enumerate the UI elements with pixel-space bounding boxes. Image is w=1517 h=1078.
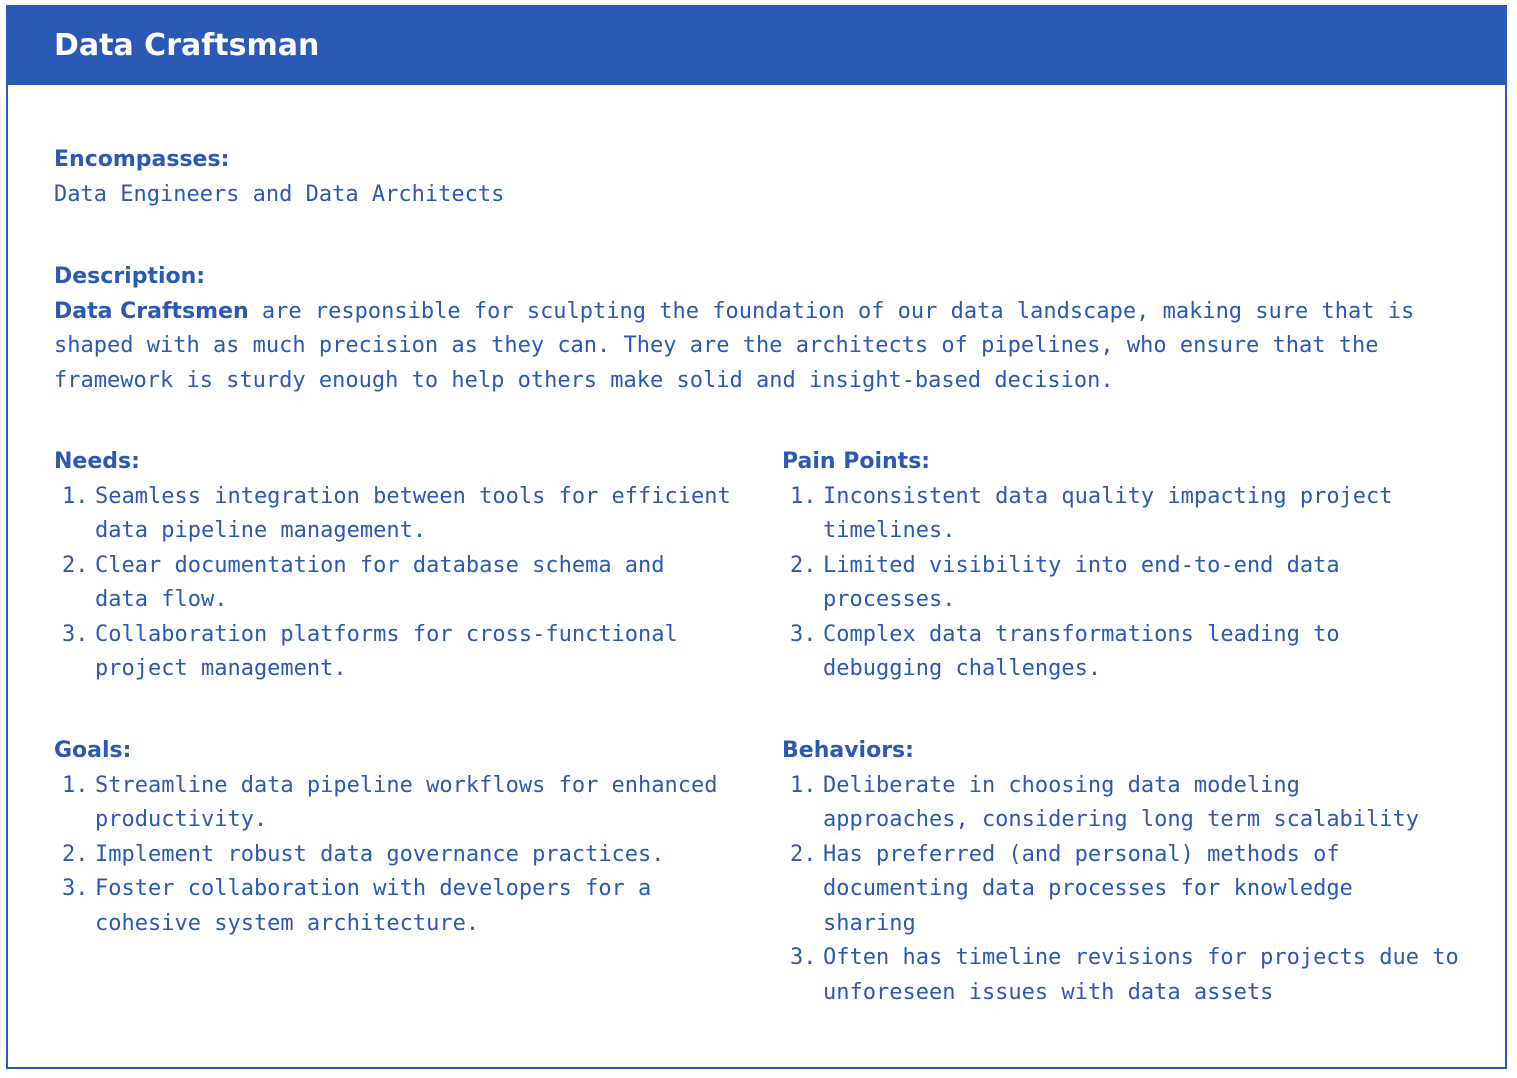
list-item-line: Inconsistent data quality impacting project	[823, 483, 1393, 509]
encompasses-text: Data Engineers and Data Architects	[54, 181, 505, 207]
list-item-line: timelines.	[823, 518, 956, 543]
list-item-line: Collaboration platforms for cross-functional	[95, 621, 678, 647]
list-number: 2.	[62, 552, 89, 578]
list-number: 1.	[790, 772, 817, 798]
pain-points-label: Pain Points:	[782, 449, 931, 474]
description-section	[54, 260, 1434, 398]
description-line-1: are responsible for sculpting the foundation of our data landscape, making sure that is	[248, 298, 1415, 324]
page-title: Data Craftsman	[54, 28, 320, 63]
list-item	[54, 549, 744, 618]
description-line	[54, 295, 1434, 330]
list-number: 1.	[62, 483, 89, 509]
encompasses-section	[54, 143, 504, 212]
list-item-line: debugging challenges.	[823, 656, 1102, 681]
list-number: 2.	[790, 841, 817, 867]
list-item-line: data pipeline management.	[95, 518, 427, 543]
list-item-line: cohesive system architecture.	[95, 910, 480, 936]
list-item-line: project management.	[95, 656, 347, 681]
list-item-line: approaches, considering long term scalability	[823, 807, 1420, 832]
list-item	[782, 941, 1462, 1010]
list-item	[782, 618, 1462, 687]
list-item	[54, 480, 744, 549]
description-lead: Data Craftsmen	[54, 298, 249, 324]
description-label: Description:	[54, 264, 206, 289]
list-number: 1.	[62, 772, 89, 798]
needs-section	[54, 445, 744, 687]
description-line-3: framework is sturdy enough to help others make solid and insight-based decision.	[54, 367, 1114, 393]
list-item-line: processes.	[823, 587, 956, 612]
list-item-line: unforeseen issues with data assets	[823, 979, 1274, 1005]
list-item-line: productivity.	[95, 807, 268, 832]
list-item	[782, 769, 1462, 838]
list-item	[54, 872, 744, 941]
needs-label: Needs:	[54, 449, 140, 474]
list-item-line: Has preferred (and personal) methods of	[823, 841, 1340, 867]
goals-section	[54, 734, 744, 941]
description-line-2: shaped with as much precision as they can. They are the architects of pipelines, who ensure that the	[54, 333, 1379, 358]
list-item-line: Foster collaboration with developers for a	[95, 876, 652, 901]
list-item-line: documenting data processes for knowledge	[823, 876, 1353, 901]
list-number: 2.	[62, 841, 89, 867]
list-number: 3.	[790, 621, 817, 647]
list-item	[782, 838, 1462, 942]
list-number: 3.	[62, 876, 89, 901]
encompasses-label: Encompasses:	[54, 147, 230, 172]
list-item	[782, 549, 1462, 618]
list-item	[54, 618, 744, 687]
goals-list	[54, 769, 744, 942]
behaviors-label: Behaviors:	[782, 738, 914, 763]
behaviors-section	[782, 734, 1462, 1010]
list-item-line: Streamline data pipeline workflows for enhanced	[95, 772, 718, 798]
list-number: 1.	[790, 483, 817, 509]
list-item	[54, 769, 744, 838]
needs-list	[54, 480, 744, 687]
list-item-line: Limited visibility into end-to-end data	[823, 552, 1340, 578]
list-item-line: sharing	[823, 910, 916, 936]
list-number: 3.	[62, 621, 89, 647]
goals-label: Goals:	[54, 738, 132, 763]
list-number: 3.	[790, 945, 817, 970]
list-item	[54, 838, 744, 873]
card-header	[8, 7, 1505, 85]
behaviors-list	[782, 769, 1462, 1011]
list-item-line: Clear documentation for database schema and	[95, 552, 665, 578]
description-text	[54, 295, 1434, 399]
list-number: 2.	[790, 552, 817, 578]
list-item	[782, 480, 1462, 549]
list-item-line: Often has timeline revisions for projects due to	[823, 945, 1459, 970]
pain-points-section	[782, 445, 1462, 687]
list-item-line: Complex data transformations leading to	[823, 621, 1340, 647]
list-item-line: data flow.	[95, 587, 228, 612]
list-item-line: Seamless integration between tools for efficient	[95, 483, 731, 509]
list-item-line: Implement robust data governance practices.	[95, 841, 665, 867]
list-item-line: Deliberate in choosing data modeling	[823, 772, 1300, 798]
pain-points-list	[782, 480, 1462, 687]
